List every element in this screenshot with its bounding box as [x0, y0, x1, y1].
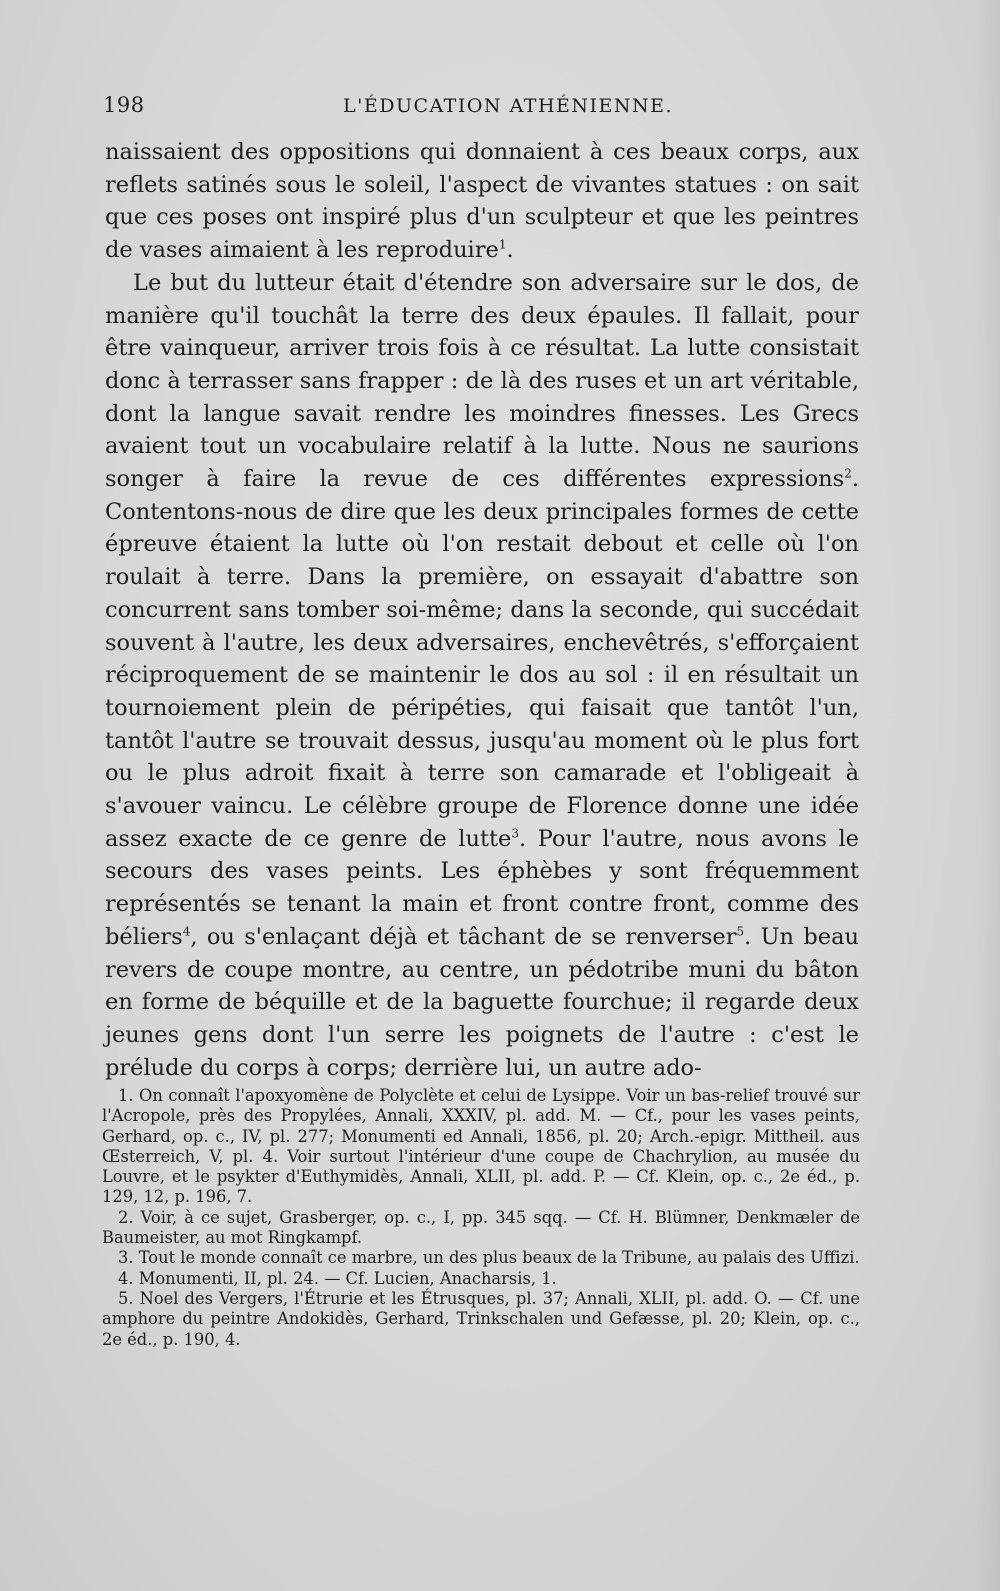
footnote-ref-2: 2 — [844, 466, 852, 481]
footnote-3: 3. Tout le monde connaît ce marbre, un des plus beaux de la Tribune, au palais des Uffizi. — [118, 1248, 860, 1268]
footnote-ref-4: 4 — [182, 924, 191, 939]
running-title: L'ÉDUCATION ATHÉNIENNE. — [343, 95, 674, 117]
footnote-1: 1. On connaît l'apoxyomène de Polyclète et celui de Lysippe. Voir un bas-relief trouvé sur l'Acropole, près des Propylées, Annali, XXXIV, pl. add. M. — Cf., pour les vases peints, Gerhard, op. c., IV, pl. 277; Monumenti ed Annali, 1856, pl. 20; Arch.-epigr. Mittheil. aus Œsterreich, V, pl. 4. Voir surtout l'intérieur d'une coupe de Chachrylion, au musée du Louvre, et le psykter d'Euthymidès, Annali, XLII, pl. add. P. — Cf. Klein, op. c., 2e éd., p. 129, 12, p. 196, 7. — [102, 1086, 860, 1207]
paragraph-2-text-e: . Un beau revers de coupe montre, au centre, un pédotribe muni du bâton en forme de béquille et de la baguette fourchue; il regarde deux jeunes gens dont l'un serre les poignets de l'autre : c'est le prélude du corps à corps; derrière lui, un autre ado- — [105, 923, 859, 1081]
paragraph-2-text-c: . Pour l'autre, nous avons le secours des vases peints. Les éphèbes y sont fréquemment représentés se tenant la main et front contre front, comme des béliers — [105, 825, 860, 950]
paragraph-2-text-b: . Contentons-nous de dire que les deux principales formes de cette épreuve étaient la lutte où l'on restait debout et celle où l'on roulait à terre. Dans la première, on essayait d'abattre son concurrent sans tomber soi-même; dans la seconde, qui succédait souvent à l'autre, les deux adversaires, enchevêtrés, s'efforçaient réciproquement de se maintenir le dos au sol : il en résultait un tournoiement plein de péripéties, qui faisait que tantôt l'un, tantôt l'autre se trouvait dessus, jusqu'au moment où le plus fort ou le plus adroit fixait à terre son camarade et l'obligeait à s'avouer vaincu. Le célèbre groupe de Florence donne une idée assez exacte de ce genre de lutte — [105, 466, 859, 852]
footnotes — [102, 1086, 860, 1350]
paragraph-1-text: naissaient des oppositions qui donnaient à ces beaux corps, aux reflets satinés sous le soleil, l'aspect de vivantes statues : on sait que ces poses ont inspiré plus d'un sculpteur et que les peintres de vases aimaient à les reproduire — [105, 139, 859, 264]
footnote-ref-5: 5 — [736, 924, 745, 939]
paragraph-1 — [105, 136, 859, 267]
page-number: 198 — [103, 93, 145, 117]
paragraph-1-end: . — [506, 237, 514, 264]
body-text — [105, 136, 859, 1084]
footnote-ref-1: 1 — [498, 237, 507, 252]
paragraph-2-text-d: , ou s'enlaçant déjà et tâchant de se renverser — [190, 923, 737, 950]
footnote-4: 4. Monumenti, II, pl. 24. — Cf. Lucien, Anacharsis, 1. — [118, 1268, 557, 1288]
paragraph-2 — [105, 267, 859, 1085]
footnote-ref-3: 3 — [511, 826, 519, 841]
page-edge-shadow — [974, 0, 1000, 1591]
footnote-5: 5. Noel des Vergers, l'Étrurie et les Étrusques, pl. 37; Annali, XLII, pl. add. O. — Cf. une amphore du peintre Andokidès, Gerhard, Trinkschalen und Gefæsse, pl. 20; Klein, op. c., 2e éd., p. 190, 4. — [102, 1288, 860, 1349]
page-header — [103, 93, 863, 123]
paragraph-2-text-a: Le but du lutteur était d'étendre son adversaire sur le dos, de manière qu'il touchât la terre des deux épaules. Il fallait, pour être vainqueur, arriver trois fois à ce résultat. La lutte consistait donc à terrasser sans frapper : de là des ruses et un art véritable, dont la langue savait rendre les moindres finesses. Les Grecs avaient tout un vocabulaire relatif à la lutte. Nous ne saurions songer à faire la revue de ces différentes expressions — [105, 269, 859, 493]
footnote-2: 2. Voir, à ce sujet, Grasberger, op. c., I, pp. 345 sqq. — Cf. H. Blümner, Denkmæler de Baumeister, au mot Ringkampf. — [102, 1207, 860, 1248]
